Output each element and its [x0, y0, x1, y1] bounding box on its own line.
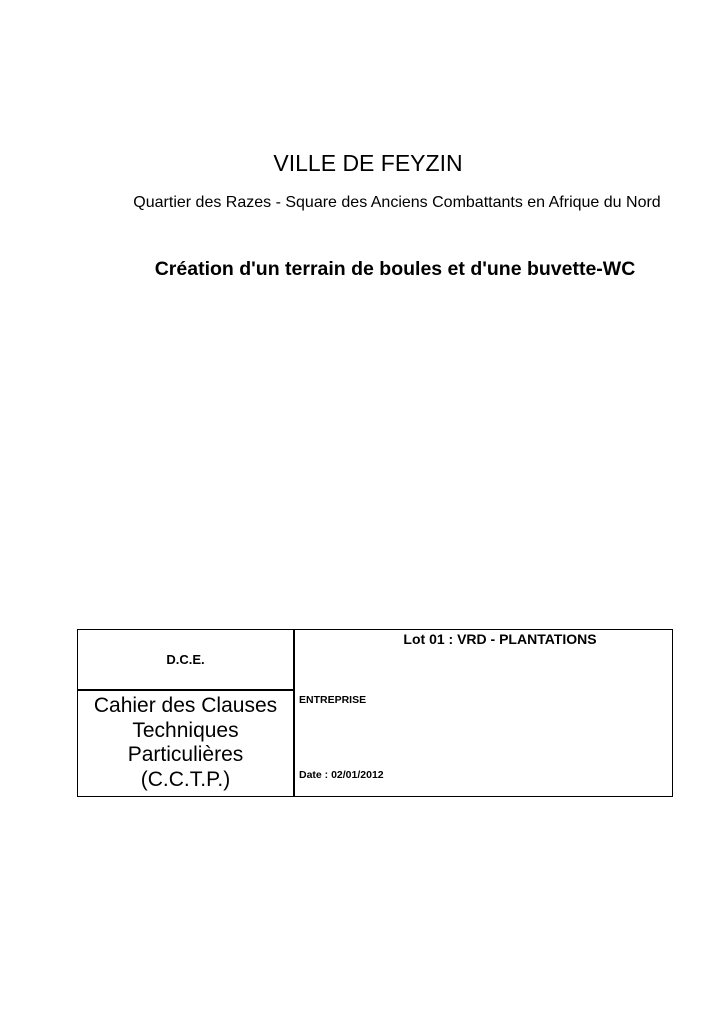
document-info-table: [77, 629, 673, 797]
table-row-divider: [78, 689, 294, 691]
lot-label: Lot 01 : VRD - PLANTATIONS: [403, 631, 597, 647]
company-label: ENTREPRISE: [299, 694, 367, 706]
document-type-line: Cahier des Clauses: [93, 694, 278, 717]
document-type-line: (C.C.T.P.): [140, 767, 231, 791]
document-type-line: Particulières: [127, 743, 244, 766]
table-column-divider: [293, 630, 295, 796]
date-label: Date : 02/01/2012: [299, 769, 384, 781]
document-type-label: [78, 694, 293, 792]
project-title: Création d'un terrain de boules et d'une buvette-WC: [154, 258, 636, 280]
phase-label: D.C.E.: [166, 652, 205, 667]
location-subtitle: Quartier des Razes - Square des Anciens Combattants en Afrique du Nord: [133, 194, 661, 211]
city-title: VILLE DE FEYZIN: [273, 150, 463, 176]
document-type-line: Techniques: [132, 718, 239, 742]
